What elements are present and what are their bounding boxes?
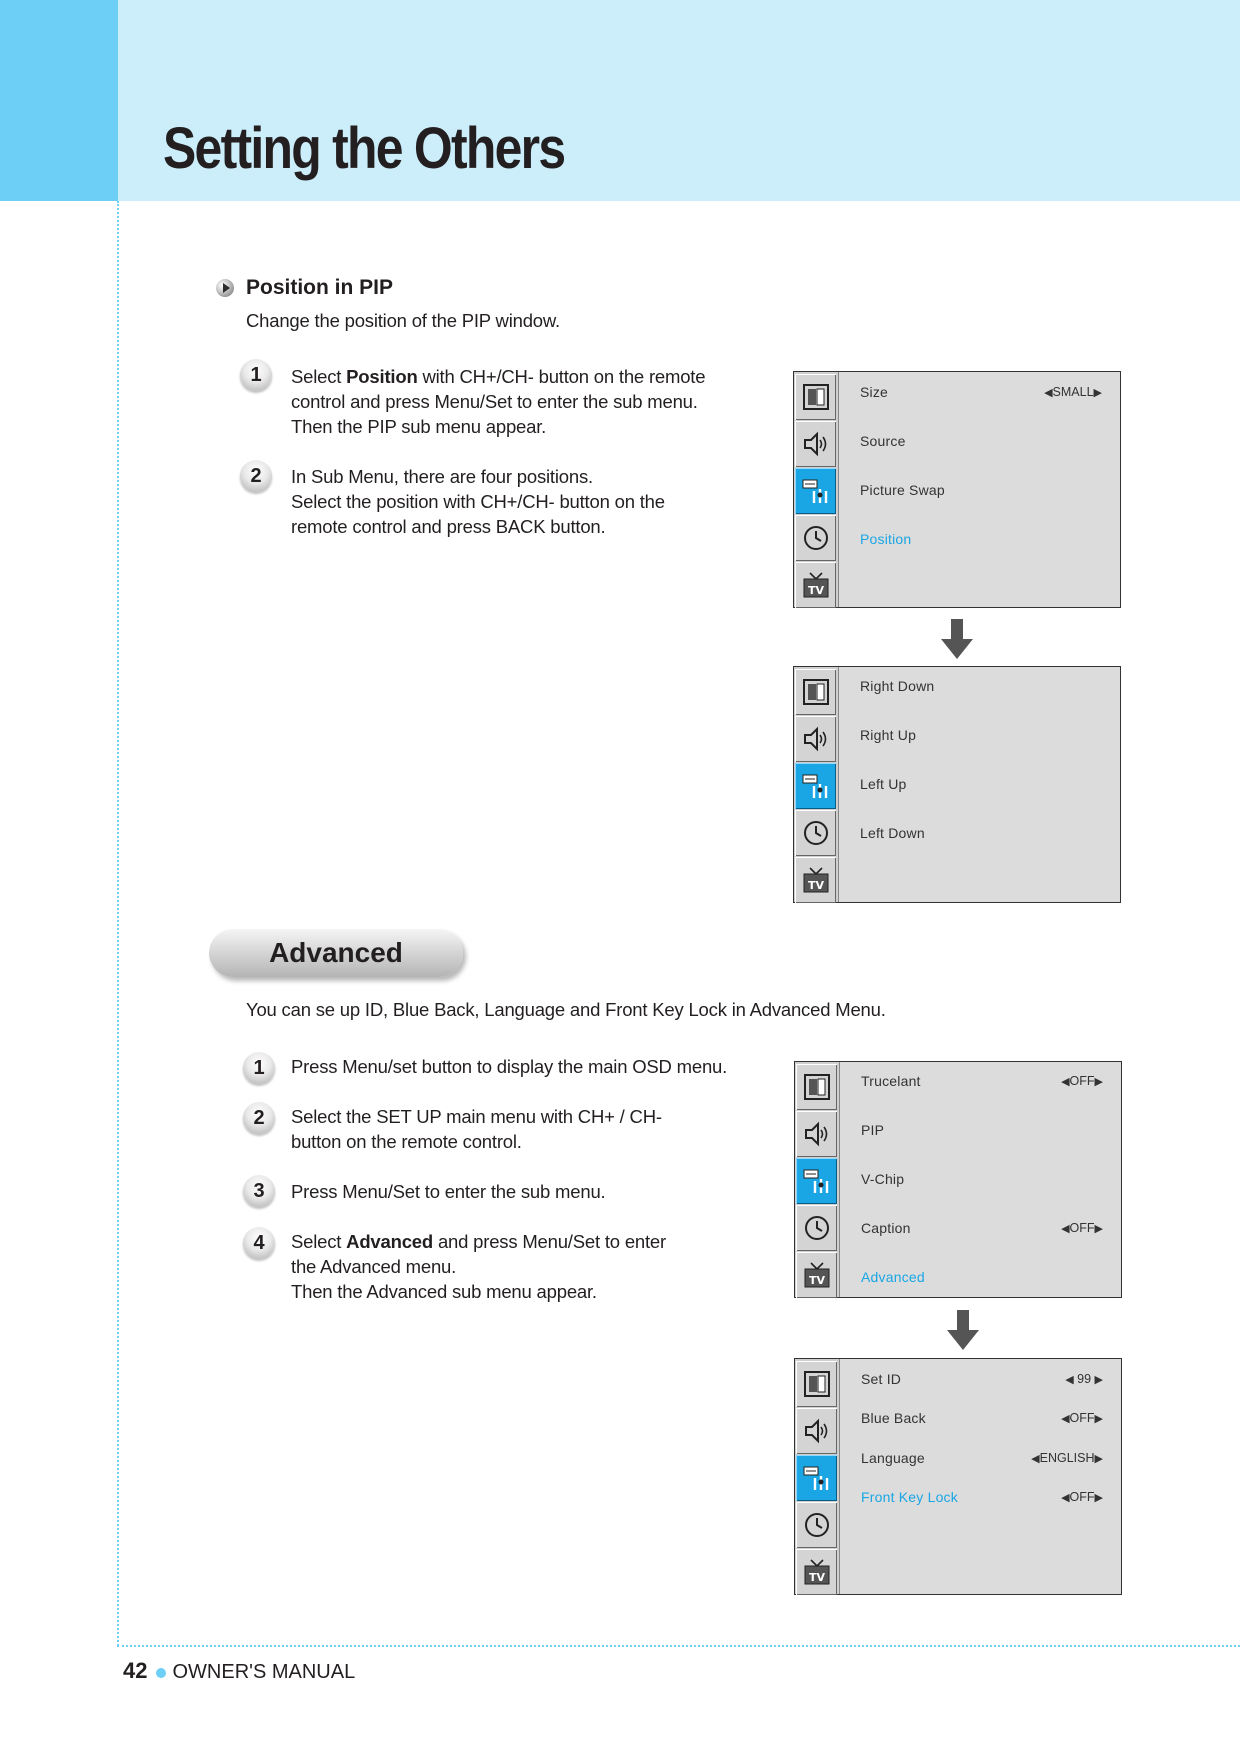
- osd-item-source[interactable]: Source: [860, 433, 906, 449]
- step-number-badge: 2: [240, 460, 272, 492]
- osd-item-left-up[interactable]: Left Up: [860, 776, 907, 792]
- step-text-advanced-2: [291, 1104, 662, 1154]
- section-description-advanced: You can se up ID, Blue Back, Language and Front Key Lock in Advanced Menu.: [246, 999, 886, 1020]
- step-line: button on the remote control.: [291, 1131, 522, 1152]
- bottom-dotted-rule: [117, 1645, 1240, 1647]
- osd-value-language[interactable]: ◀ENGLISH▶: [1031, 1451, 1103, 1465]
- page-title: Setting the Others: [163, 116, 565, 181]
- osd-item-right-down[interactable]: Right Down: [860, 678, 935, 694]
- left-arrow-icon: ◀: [1044, 387, 1053, 399]
- page-number: 42: [123, 1658, 148, 1683]
- setup-menu-icon: [795, 468, 836, 514]
- right-arrow-icon: ▶: [1094, 1492, 1103, 1504]
- svg-text:TV: TV: [807, 879, 825, 892]
- osd-value-caption[interactable]: ◀OFF▶: [1061, 1221, 1103, 1235]
- osd-icon-column: [794, 372, 839, 607]
- osd-item-front-key-lock[interactable]: Front Key Lock: [861, 1489, 958, 1505]
- footer-label: OWNER'S MANUAL: [172, 1661, 356, 1683]
- osd-item-caption[interactable]: Caption: [861, 1220, 911, 1236]
- step-line: Press Menu/set button to display the main OSD menu.: [291, 1056, 728, 1077]
- step-text-advanced-1: [291, 1054, 727, 1079]
- sound-menu-icon: [796, 1111, 837, 1157]
- osd-item-size[interactable]: Size: [860, 384, 889, 400]
- section-bullet-icon: [216, 279, 234, 297]
- down-arrow-icon: [947, 1310, 979, 1350]
- step-line: Select the position with CH+/CH- button on the: [291, 491, 665, 512]
- osd-value-blue-back[interactable]: ◀OFF▶: [1061, 1411, 1103, 1425]
- osd-item-blue-back[interactable]: Blue Back: [861, 1410, 926, 1426]
- osd-value-front-key-lock[interactable]: ◀OFF▶: [1061, 1490, 1103, 1504]
- left-arrow-icon: ◀: [1061, 1223, 1070, 1235]
- down-arrow-icon: [941, 619, 973, 659]
- right-arrow-icon: ▶: [1093, 387, 1102, 399]
- tv-menu-icon: [795, 857, 836, 903]
- section-description-pip: Change the position of the PIP window.: [246, 310, 560, 331]
- osd-item-v-chip[interactable]: V-Chip: [861, 1171, 905, 1187]
- step-line: remote control and press BACK button.: [291, 516, 606, 537]
- step-keyword: Position: [346, 366, 418, 387]
- footer-bullet-icon: [156, 1668, 166, 1678]
- right-arrow-icon: ▶: [1094, 1374, 1103, 1386]
- section-heading-pip: Position in PIP: [246, 276, 394, 299]
- setup-menu-icon: [796, 1455, 837, 1501]
- header-accent-block: [0, 0, 118, 201]
- step-line: Then the PIP sub menu appear.: [291, 416, 547, 437]
- step-line: Select the SET UP main menu with CH+ / CH-: [291, 1106, 662, 1127]
- picture-menu-icon: [795, 669, 836, 715]
- osd-value-size[interactable]: ◀SMALL▶: [1044, 385, 1102, 399]
- right-arrow-icon: ▶: [1094, 1223, 1103, 1235]
- step-number-badge: 1: [243, 1052, 275, 1084]
- osd-item-language[interactable]: Language: [861, 1450, 925, 1466]
- right-arrow-icon: ▶: [1094, 1413, 1103, 1425]
- osd-value-set-id[interactable]: ◀ 99 ▶: [1065, 1372, 1103, 1386]
- left-dotted-rule: [117, 201, 119, 1646]
- osd-menu-pip: [793, 371, 1121, 608]
- osd-item-left-down[interactable]: Left Down: [860, 825, 925, 841]
- timer-menu-icon: [795, 515, 836, 561]
- picture-menu-icon: [795, 374, 836, 420]
- sound-menu-icon: [795, 421, 836, 467]
- step-text-advanced-3: [291, 1179, 605, 1204]
- svg-text:TV: TV: [807, 584, 825, 597]
- timer-menu-icon: [796, 1502, 837, 1548]
- osd-icon-column: [795, 1359, 840, 1594]
- osd-item-right-up[interactable]: Right Up: [860, 727, 917, 743]
- osd-item-trucelant[interactable]: Trucelant: [861, 1073, 921, 1089]
- step-line: Then the Advanced sub menu appear.: [291, 1281, 597, 1302]
- step-number-badge: 1: [240, 359, 272, 391]
- tv-menu-icon: [796, 1549, 837, 1595]
- right-arrow-icon: ▶: [1094, 1453, 1103, 1465]
- sound-menu-icon: [796, 1408, 837, 1454]
- osd-submenu-pip-position: [793, 666, 1121, 903]
- right-arrow-icon: ▶: [1094, 1076, 1103, 1088]
- picture-menu-icon: [796, 1361, 837, 1407]
- step-number-badge: 3: [243, 1175, 275, 1207]
- osd-item-position[interactable]: Position: [860, 531, 912, 547]
- left-arrow-icon: ◀: [1061, 1413, 1070, 1425]
- picture-menu-icon: [796, 1064, 837, 1110]
- setup-menu-icon: [795, 763, 836, 809]
- step-text-pip-2: [291, 464, 665, 539]
- svg-text:TV: TV: [808, 1571, 826, 1584]
- step-line: Select Advanced and press Menu/Set to enter: [291, 1231, 666, 1252]
- step-line: Select Position with CH+/CH- button on the remote: [291, 366, 706, 387]
- left-arrow-icon: ◀: [1061, 1492, 1070, 1504]
- osd-icon-column: [794, 667, 839, 902]
- step-line: In Sub Menu, there are four positions.: [291, 466, 593, 487]
- step-text-pip-1: [291, 364, 705, 439]
- step-text-advanced-4: [291, 1229, 666, 1304]
- osd-submenu-advanced: [794, 1358, 1122, 1595]
- osd-value-trucelant[interactable]: ◀OFF▶: [1061, 1074, 1103, 1088]
- osd-item-picture-swap[interactable]: Picture Swap: [860, 482, 945, 498]
- timer-menu-icon: [795, 810, 836, 856]
- page-footer: [123, 1658, 355, 1684]
- setup-menu-icon: [796, 1158, 837, 1204]
- step-keyword: Advanced: [346, 1231, 433, 1252]
- step-line: Press Menu/Set to enter the sub menu.: [291, 1181, 606, 1202]
- step-line: control and press Menu/Set to enter the sub menu.: [291, 391, 698, 412]
- osd-menu-setup: [794, 1061, 1122, 1298]
- left-arrow-icon: ◀: [1065, 1374, 1074, 1386]
- tv-menu-icon: [796, 1252, 837, 1298]
- osd-icon-column: [795, 1062, 840, 1297]
- timer-menu-icon: [796, 1205, 837, 1251]
- tv-menu-icon: [795, 562, 836, 608]
- step-number-badge: 4: [243, 1227, 275, 1259]
- left-arrow-icon: ◀: [1031, 1453, 1040, 1465]
- left-arrow-icon: ◀: [1061, 1076, 1070, 1088]
- sound-menu-icon: [795, 716, 836, 762]
- step-number-badge: 2: [243, 1102, 275, 1134]
- step-line: the Advanced menu.: [291, 1256, 457, 1277]
- osd-item-set-id[interactable]: Set ID: [861, 1371, 902, 1387]
- osd-item-advanced[interactable]: Advanced: [861, 1269, 925, 1285]
- advanced-section-badge: Advanced: [209, 929, 463, 977]
- osd-item-pip[interactable]: PIP: [861, 1122, 885, 1138]
- svg-text:TV: TV: [808, 1274, 826, 1287]
